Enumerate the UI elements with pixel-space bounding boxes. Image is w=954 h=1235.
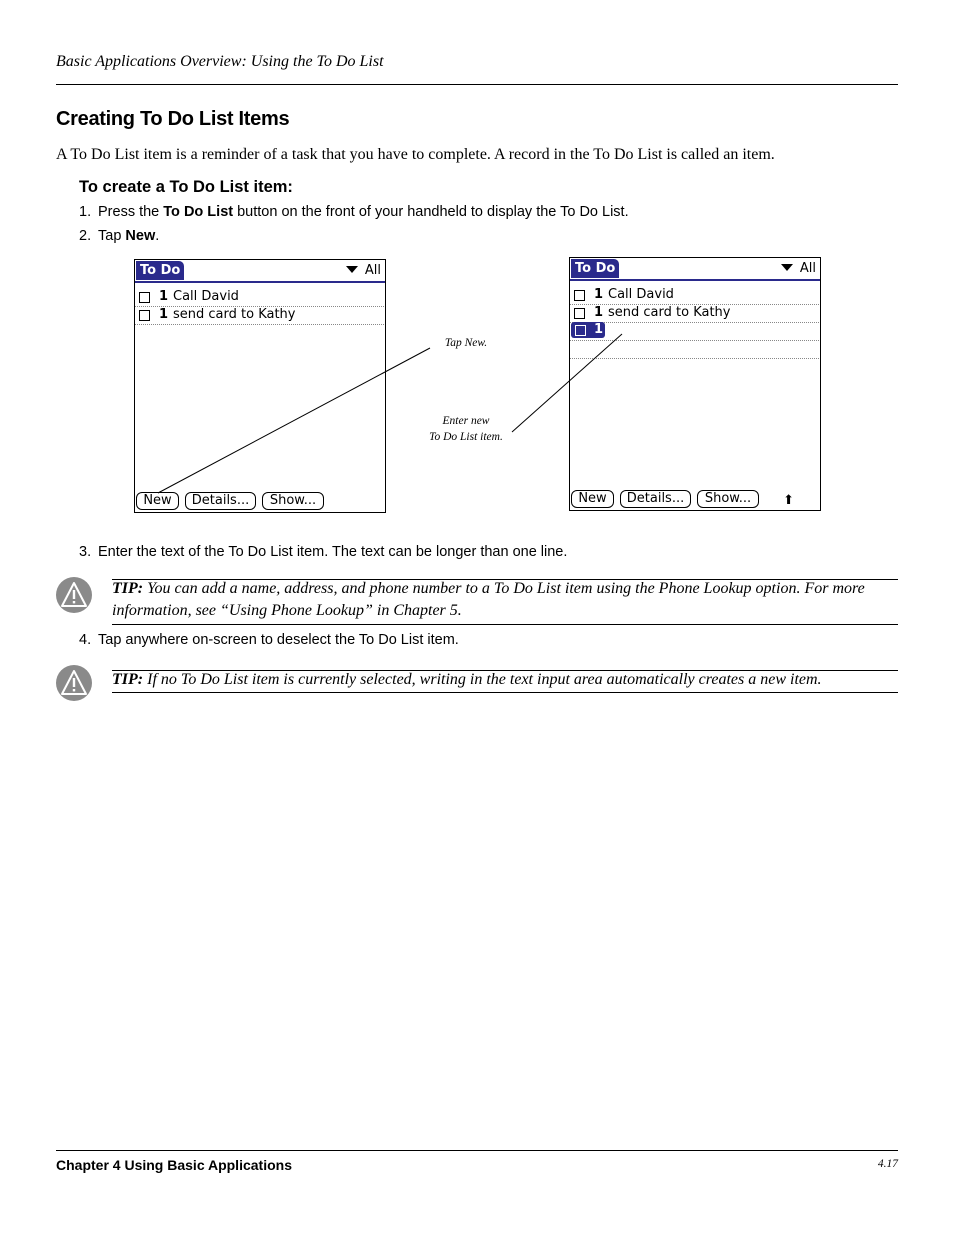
step-number: 3. [79, 544, 92, 560]
step-text: Tap anywhere on-screen to deselect the To Do List item. [98, 632, 459, 648]
app-title: To Do [136, 261, 184, 280]
step-number: 1. [79, 204, 92, 220]
step-bold: New [125, 228, 156, 244]
callout-line-1: Enter new [442, 415, 490, 427]
item-text: send card to Kathy [608, 305, 731, 320]
tip-text: You can add a name, address, and phone number to a To Do List item using the Phone Lookup option. For more information, see “Using Phone Lookup” in Chapter 5. [112, 580, 865, 619]
priority: 1 [159, 289, 169, 304]
show-button[interactable]: Show... [697, 490, 759, 508]
new-button[interactable]: New [136, 492, 179, 510]
callout-line-tap-new [158, 348, 430, 493]
step-text: button on the front of your handheld to display the To Do List. [233, 204, 629, 220]
callout-line-2: To Do List item. [429, 431, 503, 443]
tip-rule-bottom [112, 624, 898, 625]
step-text: Tap [98, 228, 126, 244]
step-text: Press the [98, 204, 164, 220]
intro-paragraph: A To Do List item is a reminder of a task that you have to complete. A record in the To Do List is called an item. [56, 146, 775, 163]
tip-label: TIP: [112, 671, 144, 688]
running-head: Basic Applications Overview: Using the To Do List [56, 53, 384, 70]
step-4 [79, 632, 459, 648]
procedure-title: To create a To Do List item: [79, 178, 293, 196]
step-number: 4. [79, 632, 92, 648]
priority: 1 [594, 305, 604, 320]
section-title: Creating To Do List Items [56, 108, 290, 130]
new-button[interactable]: New [571, 490, 614, 508]
step-text: . [155, 228, 160, 244]
up-arrow-icon[interactable]: ⬆ [783, 493, 794, 508]
show-button[interactable]: Show... [262, 492, 324, 510]
step-text: Enter the text of the To Do List item. The text can be longer than one line. [98, 544, 568, 560]
priority: 1 [594, 287, 604, 302]
item-text: Call David [173, 289, 239, 304]
category-label: All [799, 261, 816, 276]
step-3 [79, 544, 567, 560]
item-text: send card to Kathy [173, 307, 296, 322]
step-bold: To Do List [163, 204, 234, 220]
footer-rule [56, 1150, 898, 1151]
tip-2 [112, 669, 898, 691]
tip-rule-bottom [112, 692, 898, 693]
callout-tap-new: Tap New. [444, 337, 488, 349]
warning-triangle-icon [56, 665, 92, 701]
warning-triangle-icon [56, 577, 92, 613]
details-button[interactable]: Details... [620, 490, 691, 508]
callout-enter-new [416, 413, 516, 445]
step-number: 2. [79, 228, 92, 244]
priority: 1 [594, 322, 604, 337]
priority: 1 [159, 307, 169, 322]
tip-1 [112, 578, 898, 622]
details-button[interactable]: Details... [185, 492, 256, 510]
callout-line-enter-new [512, 334, 622, 432]
category-label: All [364, 263, 381, 278]
app-title: To Do [571, 259, 619, 278]
tip-text: If no To Do List item is currently selected, writing in the text input area automatically creates a new item. [143, 671, 822, 688]
item-text: Call David [608, 287, 674, 302]
page-number: 4.17 [877, 1158, 898, 1170]
footer-chapter: Chapter 4 Using Basic Applications [56, 1157, 292, 1173]
tip-label: TIP: [112, 580, 144, 597]
